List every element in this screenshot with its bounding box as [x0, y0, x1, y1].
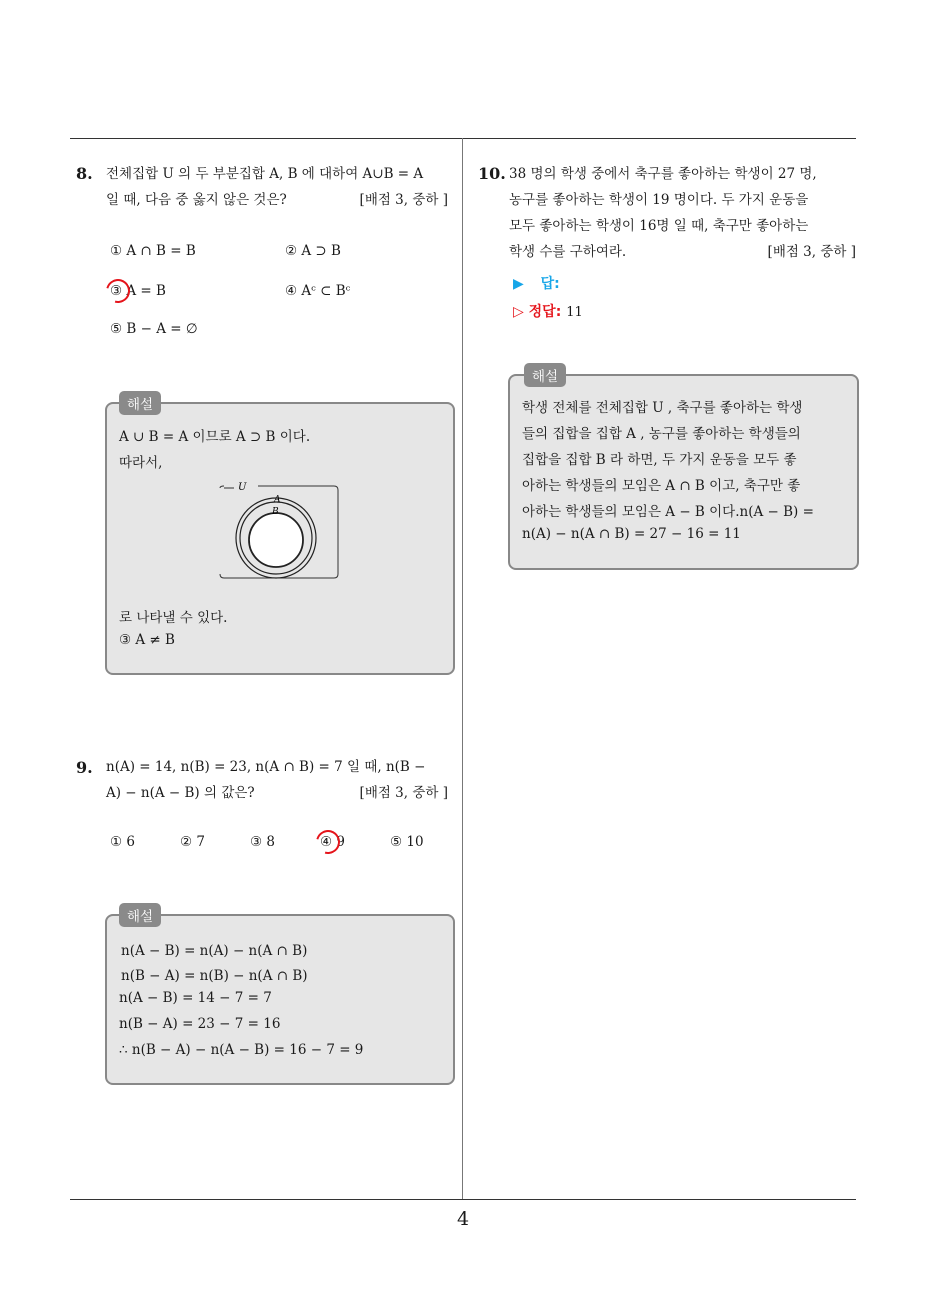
selected-answer-mark — [102, 275, 135, 308]
question-9-explanation-line: ∴ n(B − A) − n(A − B) = 16 − 7 = 9 — [119, 1042, 364, 1058]
page-number: 4 — [456, 1208, 470, 1230]
column-divider — [462, 138, 463, 1199]
outline-triangle-icon: ▷ — [513, 304, 524, 320]
universe-label: U — [238, 482, 247, 493]
question-10-explanation-line: 집합을 집합 B 라 하면, 두 가지 운동을 모두 좋 — [522, 452, 797, 468]
question-8-choice-4[interactable]: ④ Aᶜ ⊂ Bᶜ — [285, 283, 351, 299]
question-8-explanation-line: 로 나타낼 수 있다. — [119, 610, 228, 626]
question-10-explanation-line: n(A) − n(A ∩ B) = 27 − 16 = 11 — [522, 526, 741, 542]
top-rule — [70, 138, 856, 139]
question-8-choice-3[interactable]: ③ A = B — [110, 283, 166, 299]
question-9-stem-line: A) − n(A − B) 의 값은? — [106, 785, 255, 801]
question-8-explanation-label: 해설 — [119, 391, 161, 415]
answer-prompt — [513, 273, 560, 293]
question-10-stem-line: 농구를 좋아하는 학생이 19 명이다. 두 가지 운동을 — [509, 192, 809, 208]
play-triangle-icon: ▶ — [513, 276, 524, 292]
question-9-choice-1[interactable]: ① 6 — [110, 834, 135, 850]
question-10-explanation-line: 학생 전체를 전체집합 U , 축구를 좋아하는 학생 — [522, 400, 803, 416]
question-9-choice-2[interactable]: ② 7 — [180, 834, 205, 850]
question-8-explanation-line: A ∪ B = A 이므로 A ⊃ B 이다. — [119, 429, 311, 445]
question-8-explanation-line: 따라서, — [119, 455, 163, 471]
question-10-points: [배점 3, 중하 ] — [767, 244, 856, 260]
question-8-choice-5[interactable]: ⑤ B − A = ∅ — [110, 321, 198, 337]
question-10-explanation-line: 들의 집합을 집합 A , 농구를 좋아하는 학생들의 — [522, 426, 801, 442]
question-9-points: [배점 3, 중하 ] — [359, 785, 448, 801]
selected-answer-mark — [312, 826, 345, 859]
question-10-explanation-line: 아하는 학생들의 모임은 A ∩ B 이고, 축구만 좋 — [522, 478, 801, 494]
question-10-number: 10. — [478, 164, 506, 183]
answer-prompt-label: 답: — [540, 276, 560, 292]
question-9-explanation-line: n(B − A) = 23 − 7 = 16 — [119, 1016, 281, 1032]
set-b-circle — [249, 513, 303, 567]
question-10-stem-line: 모두 좋아하는 학생이 16명 일 때, 축구만 좋아하는 — [509, 218, 809, 234]
question-9-stem-line: n(A) = 14, n(B) = 23, n(A ∩ B) = 7 일 때, n(B − — [106, 759, 426, 775]
correct-answer — [513, 301, 583, 321]
question-10-explanation-line: 아하는 학생들의 모임은 A − B 이다.n(A − B) = — [522, 504, 814, 520]
correct-answer-label: 정답: — [528, 304, 562, 320]
question-10-stem-line: 학생 수를 구하여라. — [509, 244, 627, 260]
question-8-choice-2[interactable]: ② A ⊃ B — [285, 243, 341, 259]
correct-answer-value: 11 — [566, 305, 583, 320]
set-b-label: B — [272, 507, 279, 517]
question-9-number: 9. — [76, 758, 93, 777]
question-10-stem-line: 38 명의 학생 중에서 축구를 좋아하는 학생이 27 명, — [509, 166, 817, 182]
question-10-explanation-label: 해설 — [524, 363, 566, 387]
question-9-explanation-line: n(B − A) = n(B) − n(A ∩ B) — [121, 968, 308, 984]
question-8-choice-1[interactable]: ① A ∩ B = B — [110, 243, 196, 259]
question-8-explanation-line: ③ A ≠ B — [119, 632, 175, 648]
question-9-choice-4[interactable]: ④ 9 — [320, 834, 345, 850]
question-9-explanation-label: 해설 — [119, 903, 161, 927]
question-8-points: [배점 3, 중하 ] — [359, 192, 448, 208]
question-9-choice-5[interactable]: ⑤ 10 — [390, 834, 424, 850]
question-8-stem-line: 일 때, 다음 중 옳지 않은 것은? — [106, 192, 287, 208]
question-8-stem-line: 전체집합 U 의 두 부분집합 A, B 에 대하여 A∪B = A — [106, 166, 424, 182]
question-9-explanation-line: n(A − B) = 14 − 7 = 7 — [119, 990, 272, 1006]
bottom-rule — [70, 1199, 856, 1200]
question-9-choice-3[interactable]: ③ 8 — [250, 834, 275, 850]
venn-diagram — [218, 482, 342, 582]
question-8-number: 8. — [76, 164, 93, 183]
question-9-explanation-line: n(A − B) = n(A) − n(A ∩ B) — [121, 943, 308, 959]
set-a-label: A — [274, 495, 281, 505]
